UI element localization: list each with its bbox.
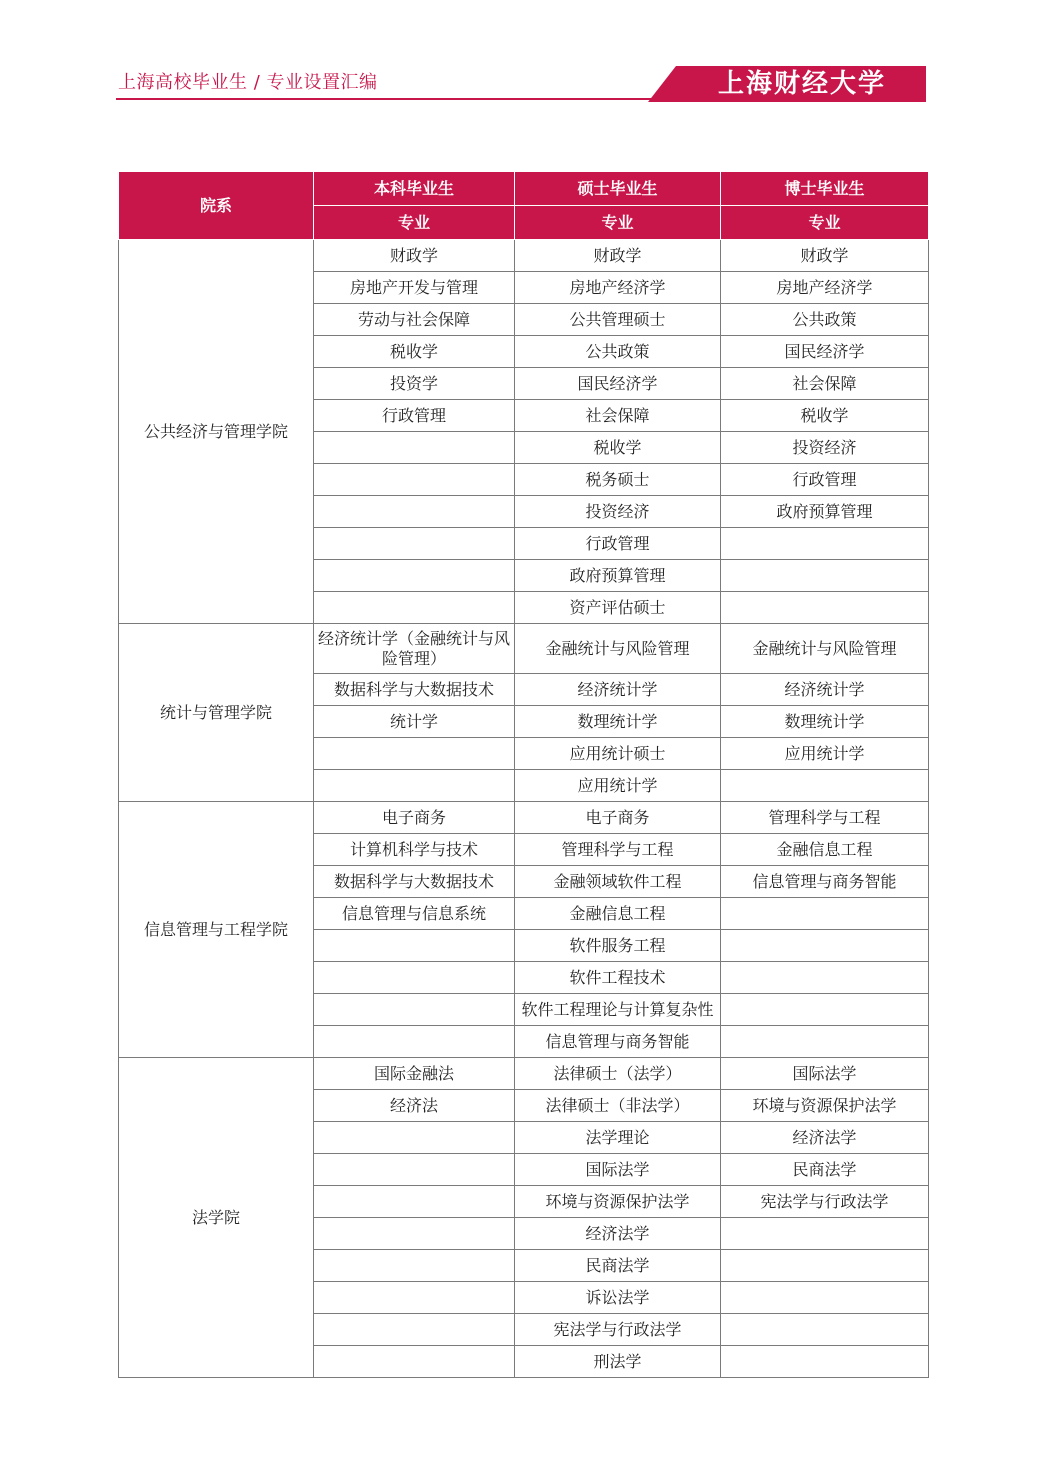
doctor-major-cell: 税收学 [721,400,929,432]
master-major-cell: 应用统计硕士 [515,738,721,770]
master-major-cell: 法学理论 [515,1122,721,1154]
bachelor-major-cell [314,432,515,464]
table-row [119,1058,929,1090]
bachelor-major-cell: 电子商务 [314,802,515,834]
bachelor-major-cell [314,464,515,496]
doctor-major-cell: 投资经济 [721,432,929,464]
doctor-major-cell: 经济法学 [721,1122,929,1154]
doctor-major-cell: 国际法学 [721,1058,929,1090]
master-major-cell: 投资经济 [515,496,721,528]
doctor-major-cell [721,1282,929,1314]
doctor-major-cell: 政府预算管理 [721,496,929,528]
doctor-major-cell: 管理科学与工程 [721,802,929,834]
doctor-major-cell: 应用统计学 [721,738,929,770]
doctor-major-cell [721,962,929,994]
master-major-cell: 民商法学 [515,1250,721,1282]
master-major-cell: 社会保障 [515,400,721,432]
master-major-cell: 刑法学 [515,1346,721,1378]
master-major-cell: 经济统计学 [515,674,721,706]
college-cell: 法学院 [119,1058,314,1378]
bachelor-major-cell [314,1282,515,1314]
table-body [119,240,929,1378]
master-major-cell: 法律硕士（法学） [515,1058,721,1090]
doctor-major-cell: 社会保障 [721,368,929,400]
table-header-row [119,172,929,206]
bachelor-major-cell: 数据科学与大数据技术 [314,674,515,706]
university-name: 上海财经大学 [718,69,887,99]
college-cell: 公共经济与管理学院 [119,240,314,624]
bachelor-major-cell [314,1186,515,1218]
doctor-major-cell [721,898,929,930]
doctor-major-cell: 环境与资源保护法学 [721,1090,929,1122]
subheader-bachelor-major: 专业 [314,206,515,240]
master-major-cell: 税收学 [515,432,721,464]
table-row [119,624,929,674]
college-cell: 统计与管理学院 [119,624,314,802]
table-row [119,802,929,834]
doctor-major-cell [721,1346,929,1378]
bachelor-major-cell [314,1122,515,1154]
doctor-major-cell [721,1026,929,1058]
doctor-major-cell [721,560,929,592]
bachelor-major-cell: 财政学 [314,240,515,272]
bachelor-major-cell [314,738,515,770]
master-major-cell: 政府预算管理 [515,560,721,592]
bachelor-major-cell: 经济法 [314,1090,515,1122]
bachelor-major-cell: 经济统计学（金融统计与风险管理） [314,624,515,674]
master-major-cell: 税务硕士 [515,464,721,496]
bachelor-major-cell [314,1026,515,1058]
doctor-major-cell [721,994,929,1026]
doctor-major-cell [721,770,929,802]
master-major-cell: 信息管理与商务智能 [515,1026,721,1058]
bachelor-major-cell: 行政管理 [314,400,515,432]
bachelor-major-cell [314,962,515,994]
master-major-cell: 金融领域软件工程 [515,866,721,898]
bachelor-major-cell: 房地产开发与管理 [314,272,515,304]
bachelor-major-cell: 劳动与社会保障 [314,304,515,336]
master-major-cell: 环境与资源保护法学 [515,1186,721,1218]
master-major-cell: 软件工程技术 [515,962,721,994]
master-major-cell: 财政学 [515,240,721,272]
bachelor-major-cell [314,592,515,624]
bachelor-major-cell [314,496,515,528]
master-major-cell: 房地产经济学 [515,272,721,304]
master-major-cell: 经济法学 [515,1218,721,1250]
bachelor-major-cell: 投资学 [314,368,515,400]
master-major-cell: 资产评估硕士 [515,592,721,624]
doctor-major-cell [721,1250,929,1282]
bachelor-major-cell [314,560,515,592]
master-major-cell: 诉讼法学 [515,1282,721,1314]
doctor-major-cell: 宪法学与行政法学 [721,1186,929,1218]
master-major-cell: 行政管理 [515,528,721,560]
header-bachelor: 本科毕业生 [314,172,515,206]
bachelor-major-cell [314,1314,515,1346]
master-major-cell: 公共政策 [515,336,721,368]
series-title: 上海高校毕业生 / 专业设置汇编 [118,72,378,93]
table-row [119,240,929,272]
header-doctor: 博士毕业生 [721,172,929,206]
doctor-major-cell [721,592,929,624]
bachelor-major-cell: 数据科学与大数据技术 [314,866,515,898]
doctor-major-cell [721,1218,929,1250]
doctor-major-cell [721,930,929,962]
bachelor-major-cell: 税收学 [314,336,515,368]
college-cell: 信息管理与工程学院 [119,802,314,1058]
subheader-master-major: 专业 [515,206,721,240]
bachelor-major-cell [314,1154,515,1186]
bachelor-major-cell: 统计学 [314,706,515,738]
header-college: 院系 [119,172,314,240]
doctor-major-cell: 国民经济学 [721,336,929,368]
master-major-cell: 法律硕士（非法学） [515,1090,721,1122]
master-major-cell: 金融信息工程 [515,898,721,930]
master-major-cell: 国民经济学 [515,368,721,400]
header-rule [116,98,676,100]
doctor-major-cell: 数理统计学 [721,706,929,738]
bachelor-major-cell: 计算机科学与技术 [314,834,515,866]
bachelor-major-cell [314,1218,515,1250]
doctor-major-cell: 行政管理 [721,464,929,496]
bachelor-major-cell [314,930,515,962]
master-major-cell: 电子商务 [515,802,721,834]
majors-table [118,171,929,1378]
doctor-major-cell [721,1314,929,1346]
master-major-cell: 软件服务工程 [515,930,721,962]
master-major-cell: 软件工程理论与计算复杂性 [515,994,721,1026]
doctor-major-cell: 房地产经济学 [721,272,929,304]
subheader-doctor-major: 专业 [721,206,929,240]
master-major-cell: 公共管理硕士 [515,304,721,336]
master-major-cell: 应用统计学 [515,770,721,802]
master-major-cell: 管理科学与工程 [515,834,721,866]
doctor-major-cell: 公共政策 [721,304,929,336]
master-major-cell: 宪法学与行政法学 [515,1314,721,1346]
doctor-major-cell: 信息管理与商务智能 [721,866,929,898]
bachelor-major-cell: 国际金融法 [314,1058,515,1090]
doctor-major-cell: 金融信息工程 [721,834,929,866]
header-master: 硕士毕业生 [515,172,721,206]
master-major-cell: 数理统计学 [515,706,721,738]
doctor-major-cell: 民商法学 [721,1154,929,1186]
bachelor-major-cell [314,528,515,560]
master-major-cell: 国际法学 [515,1154,721,1186]
bachelor-major-cell [314,770,515,802]
bachelor-major-cell [314,1346,515,1378]
doctor-major-cell: 财政学 [721,240,929,272]
doctor-major-cell: 经济统计学 [721,674,929,706]
bachelor-major-cell [314,1250,515,1282]
doctor-major-cell [721,528,929,560]
bachelor-major-cell: 信息管理与信息系统 [314,898,515,930]
doctor-major-cell: 金融统计与风险管理 [721,624,929,674]
bachelor-major-cell [314,994,515,1026]
master-major-cell: 金融统计与风险管理 [515,624,721,674]
